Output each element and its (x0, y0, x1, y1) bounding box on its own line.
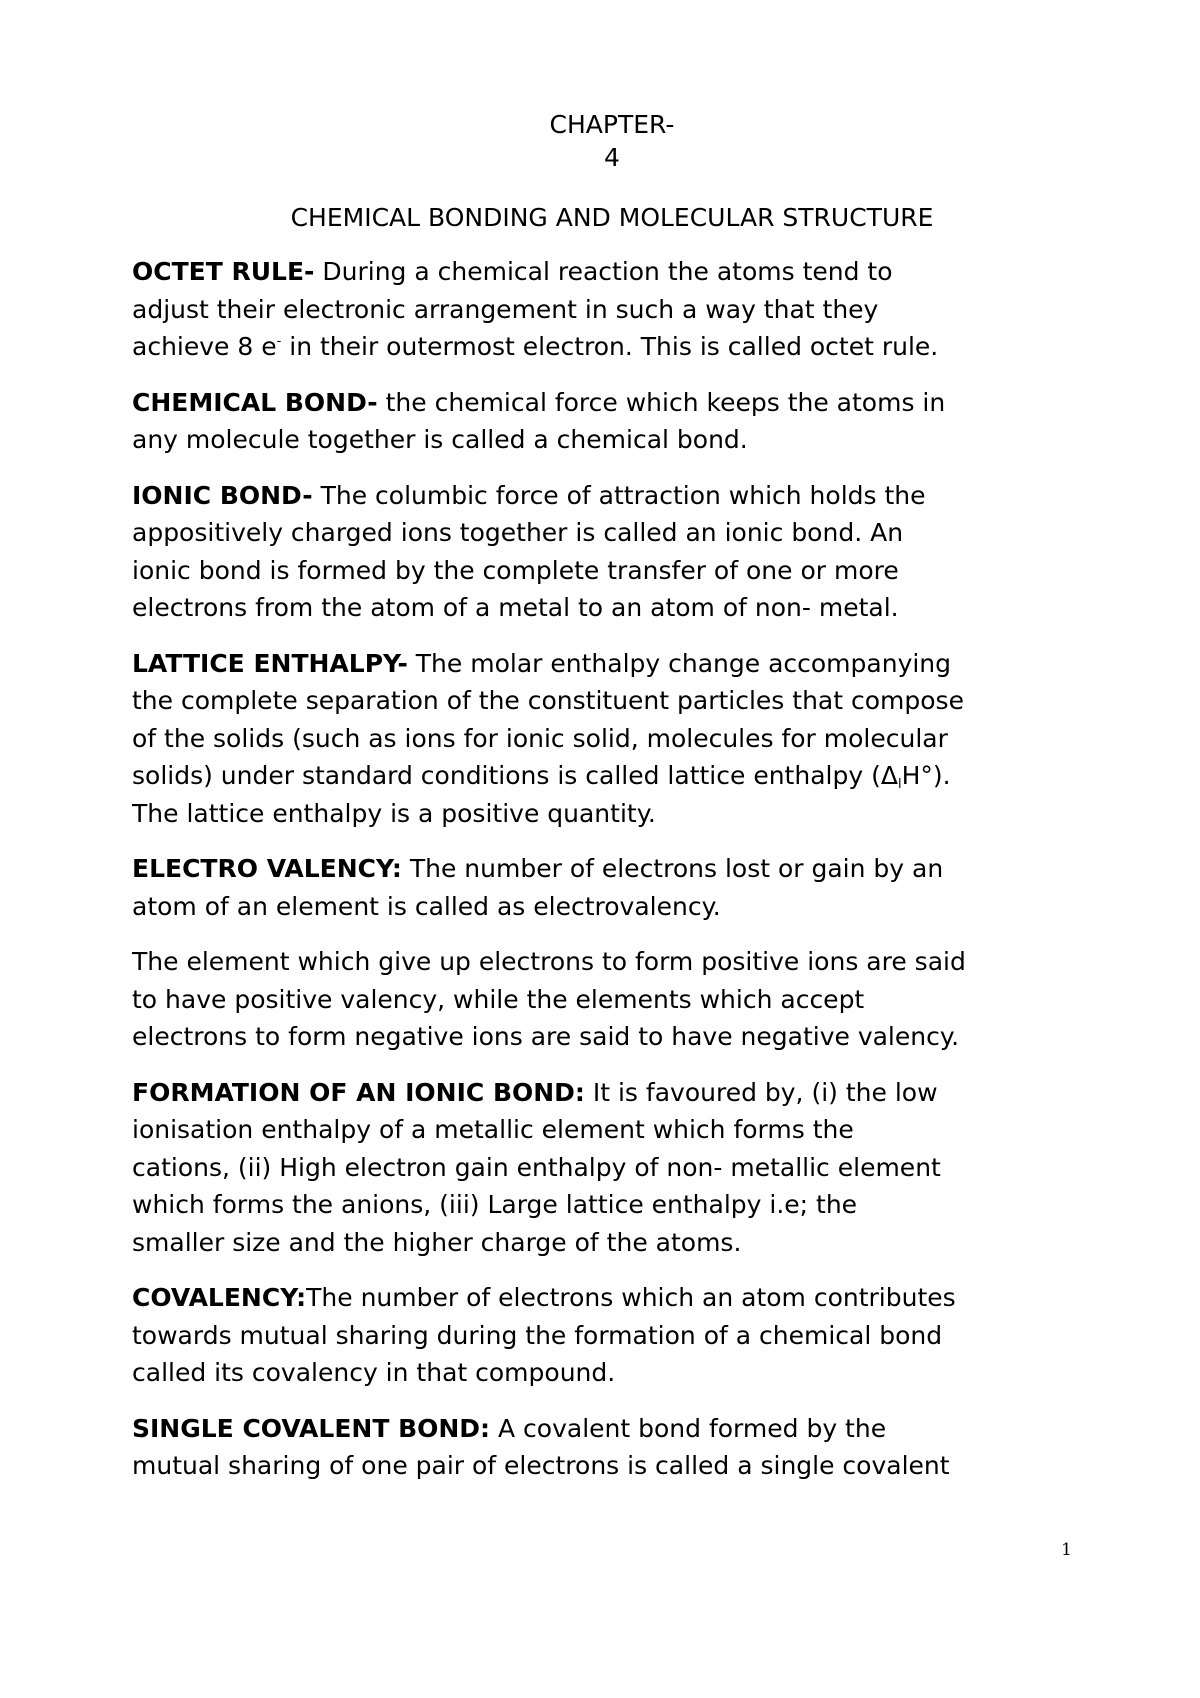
text-line: electrons to form negative ions are said to have negative valency. (132, 1022, 960, 1051)
chapter-label: CHAPTER- (549, 110, 675, 139)
lattice-enthalpy-term: LATTICE ENTHALPY- (132, 648, 408, 678)
text-line: mutual sharing of one pair of electrons is called a single covalent (132, 1451, 950, 1480)
text-line (132, 850, 1092, 888)
single-covalent-bond-paragraph (132, 1410, 1092, 1485)
text-line: electrons from the atom of a metal to an atom of non- metal. (132, 593, 899, 622)
text-line: to have positive valency, while the elements which accept (132, 984, 865, 1014)
covalency-paragraph (132, 1279, 1092, 1392)
text-line (132, 477, 1092, 515)
lattice-enthalpy-paragraph (132, 645, 1092, 833)
octet-rule-paragraph (132, 253, 1092, 366)
formation-term: FORMATION OF AN IONIC BOND: (132, 1077, 585, 1107)
text-line: any molecule together is called a chemical bond. (132, 425, 748, 454)
electrovalency-term: ELECTRO VALENCY: (132, 854, 402, 883)
text-line (132, 1410, 1092, 1448)
text-line (132, 328, 1092, 366)
text-line (132, 645, 1092, 683)
text-line: adjust their electronic arrangement in such a way that they (132, 294, 879, 324)
ionic-bond-term: IONIC BOND- (132, 480, 313, 510)
text-span: During a chemical reaction the atoms tend to (314, 257, 893, 286)
text-line: smaller size and the higher charge of the atoms. (132, 1227, 742, 1257)
document-title: CHEMICAL BONDING AND MOLECULAR STRUCTURE (290, 203, 934, 232)
ionic-bond-paragraph (132, 477, 1092, 627)
text-line: ionisation enthalpy of a metallic element which forms the (132, 1115, 854, 1144)
text-span: A covalent bond formed by the (490, 1413, 887, 1443)
covalency-term: COVALENCY: (132, 1283, 307, 1312)
text-span: The number of electrons which an atom contributes (306, 1283, 956, 1312)
valency-note-paragraph (132, 943, 1092, 1056)
chapter-number: 4 (604, 143, 620, 172)
text-span: It is favoured by, (i) the low (584, 1077, 938, 1107)
text-span: The number of electrons lost or gain by an (401, 854, 944, 883)
text-line: The lattice enthalpy is a positive quantity. (132, 798, 656, 828)
text-line: ionic bond is formed by the complete transfer of one or more (132, 555, 899, 585)
text-span: achieve 8 e (132, 332, 277, 361)
text-span: The molar enthalpy change accompanying (407, 648, 952, 678)
text-span: the chemical force which keeps the atoms in (377, 387, 946, 417)
chapter-heading (132, 108, 1092, 174)
chemical-bond-paragraph (132, 384, 1092, 459)
lattice-subscript: l (897, 777, 902, 792)
document-page (132, 108, 1092, 1485)
ionic-bond-formation-paragraph (132, 1074, 1092, 1262)
text-line: atom of an element is called as electrovalency. (132, 891, 721, 921)
page-number: 1 (1061, 1540, 1072, 1560)
text-span: The columbic force of attraction which holds the (312, 480, 926, 510)
text-line (132, 1279, 1092, 1317)
text-line (132, 253, 1092, 291)
single-covalent-term: SINGLE COVALENT BOND: (132, 1413, 491, 1443)
text-line: cations, (ii) High electron gain enthalpy of non- metallic element (132, 1152, 941, 1182)
text-line: the complete separation of the constituent particles that compose (132, 686, 964, 715)
text-line: towards mutual sharing during the formation of a chemical bond (132, 1320, 943, 1350)
text-span: in their outermost electron. This is called octet rule. (281, 332, 939, 361)
text-span: H°). (901, 761, 951, 790)
text-line (132, 384, 1092, 422)
text-span: solids) under standard conditions is called lattice enthalpy (Δ (132, 761, 898, 790)
text-line (132, 757, 1092, 795)
electron-charge-superscript: - (276, 334, 282, 349)
electrovalency-paragraph (132, 850, 1092, 925)
octet-rule-term: OCTET RULE- (132, 257, 315, 286)
chemical-bond-term: CHEMICAL BOND- (132, 387, 378, 417)
text-line: which forms the anions, (iii) Large lattice enthalpy i.e; the (132, 1190, 858, 1219)
text-line: appositively charged ions together is called an ionic bond. An (132, 518, 904, 547)
text-line (132, 1074, 1092, 1112)
text-line: The element which give up electrons to form positive ions are said (132, 947, 966, 976)
text-line: of the solids (such as ions for ionic solid, molecules for molecular (132, 723, 948, 753)
text-line: called its covalency in that compound. (132, 1358, 616, 1387)
